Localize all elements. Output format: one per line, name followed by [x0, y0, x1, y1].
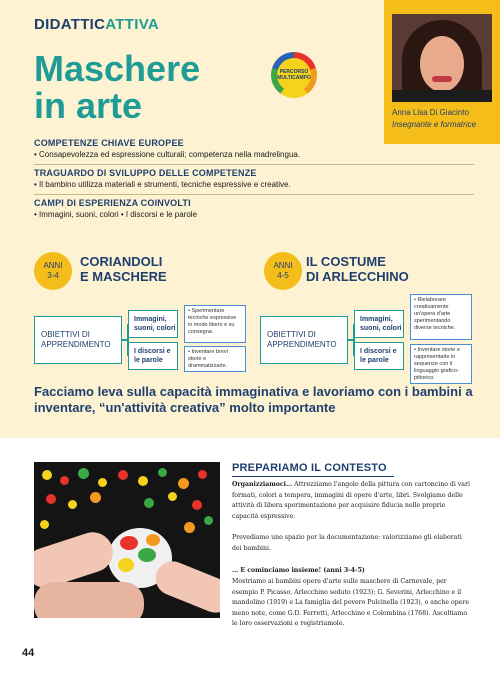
section-tag: DIDATTICATTIVA: [34, 16, 160, 33]
lead-text: Facciamo leva sulla capacità immaginativa e lavoriamo con i bambini a inventare, “un'attività creativa” molto importante: [34, 384, 473, 415]
title-underline: [232, 476, 394, 477]
context-paragraph: Prevediamo uno spazio per la documentazione: valorizziamo gli elaborati dei bambini.: [232, 534, 462, 552]
field-discorsi: I discorsi e le parole: [354, 342, 404, 370]
age-badge: ANNI 4-5: [264, 252, 302, 290]
field-description: • Inventare brevi storie e drammatizzarle.: [184, 346, 246, 372]
field-description: • Rielaborare creativamente un'opera d'arte sperimentando diverse tecniche.: [410, 294, 472, 340]
field-immagini: Immagini, suoni, colori: [128, 310, 178, 338]
info-competenze: COMPETENZE CHIAVE EUROPEE • Consapevolezza ed espressione culturali; competenza nella madrelingua.: [34, 138, 301, 159]
field-discorsi: I discorsi e le parole: [128, 342, 178, 370]
painting-photo: [34, 462, 220, 618]
author-name: Anna Lisa Di Giacinto: [392, 108, 469, 117]
context-title: PREPARIAMO IL CONTESTO: [232, 462, 387, 474]
author-box: [384, 0, 500, 144]
info-traguardo: TRAGUARDO DI SVILUPPO DELLE COMPETENZE • Il bambino utilizza materiali e strumenti, tecniche espressive e creative.: [34, 168, 291, 189]
divider: [34, 194, 474, 195]
objectives-box: OBIETTIVI DI APPRENDIMENTO: [34, 316, 122, 364]
objectives-box: OBIETTIVI DI APPRENDIMENTO: [260, 316, 348, 364]
divider: [34, 164, 474, 165]
field-description: • Inventare storie e rappresentarle in sequenze con il linguaggio grafico-pittorico.: [410, 344, 472, 384]
info-campi: CAMPI DI ESPERIENZA COINVOLTI • Immagini, suoni, colori • I discorsi e le parole: [34, 198, 197, 219]
page-title: Maschere in arte: [34, 48, 201, 126]
activity-title: IL COSTUME DI ARLECCHINO: [306, 254, 409, 284]
field-description: • Sperimentare tecniche espressive in modo libero e su consegna.: [184, 305, 246, 343]
author-role: Insegnante e formatrice: [392, 120, 477, 129]
multicampo-badge-icon: PERCORSO MULTICAMPO: [271, 52, 317, 98]
context-paragraph: Organizziamoci… Attrezziamo l'angolo della pittura con cartoncino di vari formati, colori a tempera, immagini di opere d'arte, libri. Svolgiamo delle attività di libera sperimentazione per acquisire fiducia nelle proprie capacità espressive.: [232, 481, 470, 520]
context-paragraph: … E cominciamo insieme! (anni 3-4-5): [232, 567, 365, 574]
author-photo: [392, 14, 492, 102]
activity-title: CORIANDOLI E MASCHERE: [80, 254, 167, 284]
context-paragraph: Mostriamo ai bambini opere d'arte sulle maschere di Carnevale, per esempio P. Picasso, Arlecchino seduto (1923); G. Severini, Arlecchino e il mandolino (1919) e La famiglia del povero Pulcinella (1923), o anche opere meno note, come G.D. Ferretti, Arlecchino e Colombina (1768). Ascoltiamo le loro osservazioni e registriamole.: [232, 578, 470, 628]
age-badge: ANNI 3-4: [34, 252, 72, 290]
field-immagini: Immagini, suoni, colori: [354, 310, 404, 338]
page-number: 44: [22, 647, 35, 659]
